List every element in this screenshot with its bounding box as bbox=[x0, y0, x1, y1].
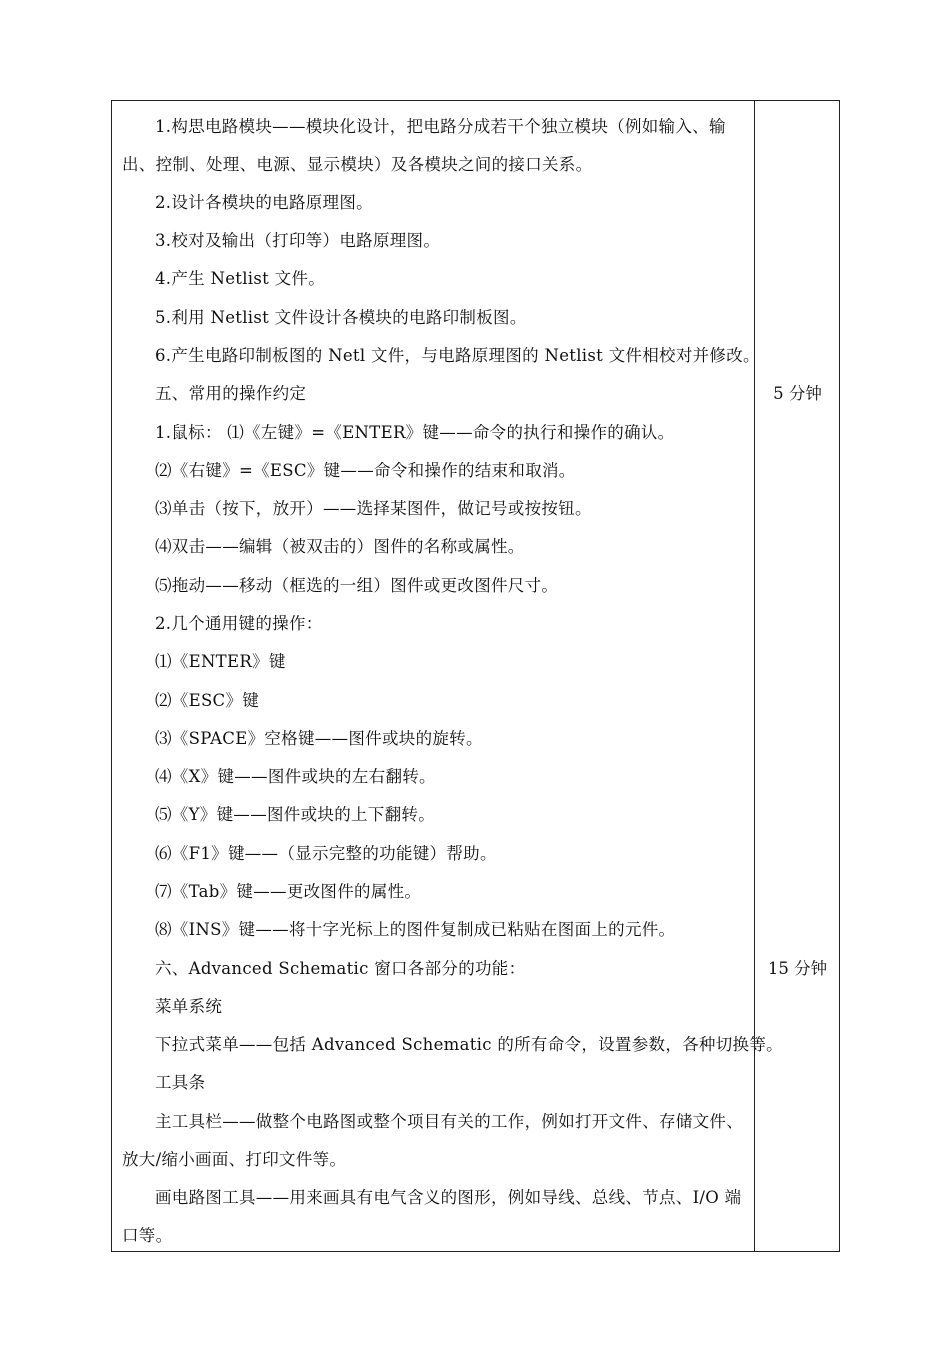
text-line-28: 放大/缩小画面、打印文件等。 bbox=[122, 1150, 347, 1169]
text-line-15: ⑴《ENTER》键 bbox=[155, 652, 286, 671]
text-line-6: 5.利用 Netlist 文件设计各模块的电路印制板图。 bbox=[155, 308, 527, 327]
text-line-10: ⑵《右键》=《ESC》键——命令和操作的结束和取消。 bbox=[155, 461, 576, 480]
content-cell bbox=[112, 101, 783, 1251]
text-line-14: 2.几个通用键的操作： bbox=[155, 614, 323, 633]
section-heading-6: 六、Advanced Schematic 窗口各部分的功能： bbox=[155, 959, 526, 978]
text-line-18: ⑷《X》键——图件或块的左右翻转。 bbox=[155, 767, 436, 786]
text-line-30: 口等。 bbox=[122, 1226, 173, 1245]
text-line-17: ⑶《SPACE》空格键——图件或块的旋转。 bbox=[155, 729, 483, 748]
text-line-5: 4.产生 Netlist 文件。 bbox=[155, 269, 326, 288]
time-label-first: 5 分钟 bbox=[773, 384, 822, 403]
text-line-9: 1.鼠标： ⑴《左键》=《ENTER》键——命令的执行和操作的确认。 bbox=[155, 423, 675, 442]
column-divider bbox=[754, 101, 755, 1251]
text-line-1: 1.构思电路模块——模块化设计，把电路分成若干个独立模块（例如输入、输 bbox=[155, 117, 726, 136]
text-line-12: ⑷双击——编辑（被双击的）图件的名称或属性。 bbox=[155, 537, 525, 556]
text-line-27: 主工具栏——做整个电路图或整个项目有关的工作，例如打开文件、存储文件、 bbox=[155, 1112, 743, 1131]
text-line-22: ⑻《INS》键——将十字光标上的图件复制成已粘贴在图面上的元件。 bbox=[155, 920, 676, 939]
text-line-29: 画电路图工具——用来画具有电气含义的图形，例如导线、总线、节点、I/O 端 bbox=[155, 1188, 742, 1207]
text-line-16: ⑵《ESC》键 bbox=[155, 691, 260, 710]
text-line-13: ⑸拖动——移动（框选的一组）图件或更改图件尺寸。 bbox=[155, 576, 559, 595]
text-line-25: 下拉式菜单——包括 Advanced Schematic 的所有命令，设置参数，各种切换等。 bbox=[155, 1035, 783, 1054]
text-line-20: ⑹《F1》键——（显示完整的功能键）帮助。 bbox=[155, 844, 497, 863]
lesson-table bbox=[111, 100, 840, 1252]
time-label-second: 15 分钟 bbox=[767, 959, 828, 978]
text-line-21: ⑺《Tab》键——更改图件的属性。 bbox=[155, 882, 422, 901]
subheading-menu-system: 菜单系统 bbox=[155, 997, 223, 1016]
text-line-7: 6.产生电路印制板图的 Netl 文件，与电路原理图的 Netlist 文件相校对并修改。 bbox=[155, 346, 760, 365]
text-line-2: 出、控制、处理、电源、显示模块）及各模块之间的接口关系。 bbox=[122, 155, 593, 174]
text-line-4: 3.校对及输出（打印等）电路原理图。 bbox=[155, 231, 441, 250]
text-line-19: ⑸《Y》键——图件或块的上下翻转。 bbox=[155, 805, 435, 824]
text-line-11: ⑶单击（按下，放开）——选择某图件，做记号或按按钮。 bbox=[155, 499, 592, 518]
subheading-toolbar: 工具条 bbox=[155, 1073, 206, 1092]
section-heading-5: 五、常用的操作约定 bbox=[155, 384, 307, 403]
text-line-3: 2.设计各模块的电路原理图。 bbox=[155, 193, 373, 212]
